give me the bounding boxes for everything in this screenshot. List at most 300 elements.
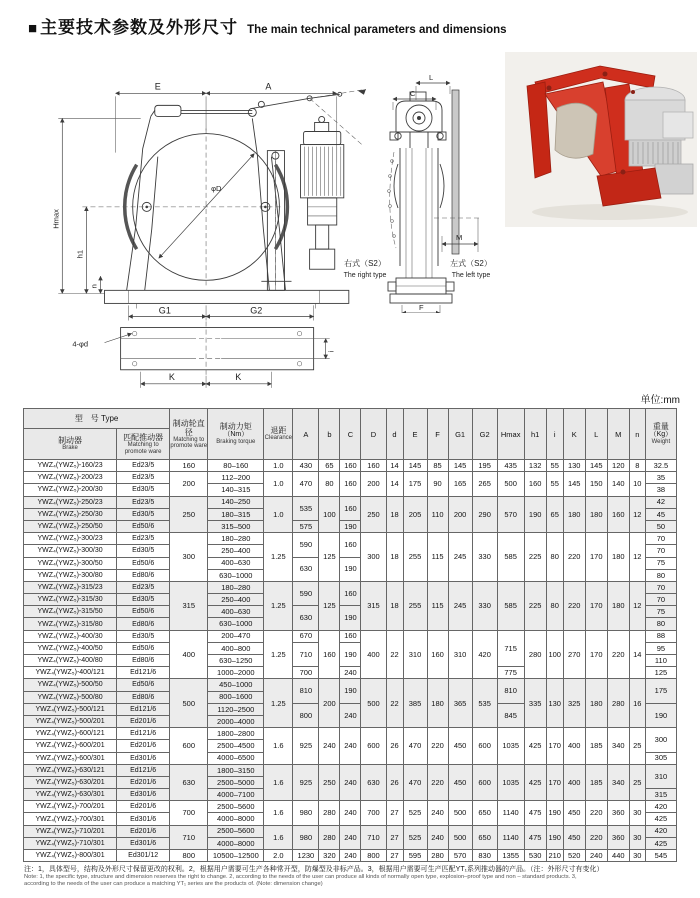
table-cell: 280 xyxy=(607,679,629,728)
table-cell: 400 xyxy=(170,630,208,679)
table-cell: 810 xyxy=(497,679,524,703)
table-cell: 340 xyxy=(607,764,629,801)
table-cell: 255 xyxy=(403,533,427,582)
table-cell: 600 xyxy=(170,728,208,765)
table-cell: 240 xyxy=(340,667,361,679)
table-cell: 220 xyxy=(563,581,585,630)
table-cell: 435 xyxy=(497,460,524,472)
table-cell: 670 xyxy=(293,630,319,642)
table-cell: 180 xyxy=(585,679,607,728)
column-header: C xyxy=(340,409,361,460)
table-cell: 2500–5600 xyxy=(208,825,264,837)
table-cell: 190 xyxy=(524,496,546,533)
table-cell: 170 xyxy=(546,728,563,765)
table-cell: 80 xyxy=(546,533,563,582)
unit-label: 单位:mm xyxy=(640,395,680,406)
table-cell: YWZ₄(YWZ₅)-400/121 xyxy=(24,667,117,679)
table-cell: 205 xyxy=(403,496,427,533)
table-cell: 1.6 xyxy=(264,825,293,849)
table-cell: 650 xyxy=(472,801,497,825)
table-row xyxy=(24,581,677,593)
table-cell: 1120–2500 xyxy=(208,703,264,715)
table-cell: 710 xyxy=(170,825,208,849)
table-cell: 180 xyxy=(427,679,448,728)
table-cell: 65 xyxy=(546,496,563,533)
dim-label-h1: h1 xyxy=(75,249,85,259)
table-cell: Ed23/5 xyxy=(117,533,170,545)
table-cell: Ed201/6 xyxy=(117,740,170,752)
table-cell: 1140 xyxy=(497,825,524,849)
table-cell: Ed23/5 xyxy=(117,581,170,593)
table-cell: Ed80/6 xyxy=(117,691,170,703)
table-cell: 22 xyxy=(386,679,403,728)
table-cell: Ed121/6 xyxy=(117,764,170,776)
table-cell: YWZ₄(YWZ₅)-710/301 xyxy=(24,837,117,849)
table-cell: 830 xyxy=(472,850,497,862)
table-cell: 175 xyxy=(645,679,676,703)
page-title-en: The main technical parameters and dimensions xyxy=(247,24,507,36)
table-cell: 16 xyxy=(629,679,645,728)
table-cell: 240 xyxy=(319,728,340,765)
table-cell: Ed301/6 xyxy=(117,837,170,849)
table-cell: 315 xyxy=(361,581,386,630)
table-cell: 10500–12500 xyxy=(208,850,264,862)
table-cell: 220 xyxy=(427,728,448,765)
table-cell: 450 xyxy=(563,825,585,849)
column-header: E xyxy=(403,409,427,460)
table-cell: 250–400 xyxy=(208,594,264,606)
table-cell: 300 xyxy=(361,533,386,582)
table-cell: 190 xyxy=(340,679,361,703)
column-header: 重量 （Kg） Weight xyxy=(645,409,676,460)
table-cell: 12 xyxy=(629,533,645,582)
notes xyxy=(24,865,680,888)
table-cell: 500 xyxy=(448,801,472,825)
table-cell: 1035 xyxy=(497,728,524,765)
page-title-zh: 主要技术参数及外形尺寸 xyxy=(40,18,239,37)
table-cell: YWZ₄(YWZ₅)-315/50 xyxy=(24,606,117,618)
table-cell: 200–470 xyxy=(208,630,264,642)
table-cell: 170 xyxy=(546,764,563,801)
table-cell: Ed121/6 xyxy=(117,703,170,715)
table-cell: 27 xyxy=(386,850,403,862)
table-cell: YWZ₄(YWZ₅)-700/301 xyxy=(24,813,117,825)
table-cell: 575 xyxy=(293,520,319,532)
table-cell: 980 xyxy=(293,801,319,825)
table-cell: 425 xyxy=(524,728,546,765)
side-view-drawing xyxy=(338,66,503,313)
table-cell: Ed50/6 xyxy=(117,679,170,691)
table-cell: 4000–7100 xyxy=(208,789,264,801)
table-cell: 95 xyxy=(645,642,676,654)
table-cell: 800 xyxy=(361,850,386,862)
table-cell: 420 xyxy=(645,825,676,837)
table-cell: Ed80/6 xyxy=(117,618,170,630)
table-cell: 145 xyxy=(585,460,607,472)
table-cell: 220 xyxy=(563,533,585,582)
table-row xyxy=(24,728,677,740)
column-header: 型 号 Type xyxy=(24,409,170,429)
table-cell: YWZ₄(YWZ₅)-300/23 xyxy=(24,533,117,545)
table-cell: Ed201/6 xyxy=(117,776,170,788)
table-cell: 425 xyxy=(524,764,546,801)
table-cell: 125 xyxy=(645,667,676,679)
column-header: n xyxy=(629,409,645,460)
table-cell: 18 xyxy=(386,581,403,630)
table-cell: 500 xyxy=(448,825,472,849)
table-row xyxy=(24,764,677,776)
dim-label-l: L xyxy=(429,73,434,82)
table-cell: 245 xyxy=(448,533,472,582)
table-cell: YWZ₄(YWZ₅)-315/80 xyxy=(24,618,117,630)
table-cell: 1800–2800 xyxy=(208,728,264,740)
table-cell: 630–1250 xyxy=(208,655,264,667)
table-cell: 180–315 xyxy=(208,508,264,520)
table-cell: 600 xyxy=(472,764,497,801)
table-cell: 2000–4000 xyxy=(208,715,264,727)
table-cell: Ed121/6 xyxy=(117,667,170,679)
table-cell: 145 xyxy=(448,460,472,472)
front-view-drawing xyxy=(8,56,385,393)
table-cell: 120 xyxy=(607,460,629,472)
table-cell: 500 xyxy=(497,472,524,496)
table-cell: 310 xyxy=(645,764,676,788)
table-cell: 22 xyxy=(386,630,403,679)
table-cell: 250 xyxy=(170,496,208,533)
table-cell: 115 xyxy=(427,581,448,630)
table-cell: 180 xyxy=(607,533,629,582)
column-header: M xyxy=(607,409,629,460)
table-cell: 700 xyxy=(170,801,208,825)
table-cell: 170 xyxy=(585,581,607,630)
table-cell: 160 xyxy=(319,630,340,679)
table-cell: 8 xyxy=(629,460,645,472)
table-cell: 140 xyxy=(607,472,629,496)
table-cell: 280 xyxy=(427,850,448,862)
table-cell: 475 xyxy=(524,801,546,825)
table-cell: 590 xyxy=(293,581,319,605)
table-cell: YWZ₄(YWZ₅)-400/30 xyxy=(24,630,117,642)
table-cell: 160 xyxy=(361,460,386,472)
table-cell: YWZ₄(YWZ₅)-600/121 xyxy=(24,728,117,740)
table-cell: 400–630 xyxy=(208,606,264,618)
table-cell: 190 xyxy=(340,557,361,581)
dim-label-i: i xyxy=(326,350,336,353)
table-cell: 1355 xyxy=(497,850,524,862)
table-cell: 225 xyxy=(524,533,546,582)
table-cell: 335 xyxy=(524,679,546,728)
table-cell: 27 xyxy=(386,825,403,849)
table-cell: 140–315 xyxy=(208,484,264,496)
table-cell: YWZ₄(YWZ₅)-315/23 xyxy=(24,581,117,593)
table-cell: 1.0 xyxy=(264,460,293,472)
table-cell: 400 xyxy=(563,764,585,801)
table-cell: 170 xyxy=(585,630,607,679)
table-cell: Ed30/5 xyxy=(117,594,170,606)
table-cell: 140–250 xyxy=(208,496,264,508)
column-header: 制动轮直径 Matching to promote ware xyxy=(170,409,208,460)
table-cell: 132 xyxy=(524,460,546,472)
table-cell: 70 xyxy=(645,533,676,545)
table-cell: 75 xyxy=(645,557,676,569)
table-cell: 340 xyxy=(607,728,629,765)
table-cell: YWZ₄(YWZ₅)-400/50 xyxy=(24,642,117,654)
table-cell: 185 xyxy=(585,728,607,765)
right-type-caption-en: The right type xyxy=(343,272,387,279)
dim-label-k2: K xyxy=(235,371,242,382)
table-cell: 305 xyxy=(645,752,676,764)
table-cell: 1.6 xyxy=(264,764,293,801)
table-cell: 595 xyxy=(403,850,427,862)
table-cell: 55 xyxy=(546,460,563,472)
note-en-line2: according to the needs of the user can produce a matching YT₁ series are the products of. (Note: dimension change) xyxy=(24,881,323,887)
table-cell: 385 xyxy=(403,679,427,728)
table-cell: Ed301/12 xyxy=(117,850,170,862)
product-photo xyxy=(505,52,697,227)
column-header: G1 xyxy=(448,409,472,460)
table-cell: Ed50/6 xyxy=(117,642,170,654)
table-cell: 240 xyxy=(340,728,361,765)
table-cell: YWZ₄(YWZ₅)-800/301 xyxy=(24,850,117,862)
table-cell: 160 xyxy=(170,460,208,472)
table-cell: 55 xyxy=(546,472,563,496)
table-cell: 365 xyxy=(448,679,472,728)
column-header: K xyxy=(563,409,585,460)
table-cell: 400–800 xyxy=(208,642,264,654)
table-cell: 450 xyxy=(563,801,585,825)
table-cell: 180–280 xyxy=(208,581,264,593)
table-cell: 12 xyxy=(629,581,645,630)
table-cell: 535 xyxy=(472,679,497,728)
table-cell: 320 xyxy=(319,850,340,862)
table-cell: 400 xyxy=(361,630,386,679)
table-cell: 800 xyxy=(293,703,319,727)
table-cell: 315 xyxy=(170,581,208,630)
table-cell: 530 xyxy=(524,850,546,862)
page-title xyxy=(28,13,507,38)
table-cell: 330 xyxy=(472,533,497,582)
table-cell: 810 xyxy=(293,679,319,703)
table-cell: YWZ₄(YWZ₅)-630/301 xyxy=(24,789,117,801)
table-cell: YWZ₄(YWZ₅)-710/201 xyxy=(24,825,117,837)
table-cell: 255 xyxy=(403,581,427,630)
table-cell: 70 xyxy=(645,594,676,606)
table-cell: 420 xyxy=(645,801,676,813)
table-cell: 130 xyxy=(546,679,563,728)
table-cell: 220 xyxy=(427,764,448,801)
table-cell: 190 xyxy=(340,520,361,532)
table-cell: 30 xyxy=(629,850,645,862)
table-cell: 200 xyxy=(170,472,208,496)
table-cell: YWZ₄(YWZ₅)-300/80 xyxy=(24,569,117,581)
table-cell: 130 xyxy=(563,460,585,472)
table-cell: Ed301/6 xyxy=(117,789,170,801)
table-cell: Ed23/5 xyxy=(117,496,170,508)
table-cell: 12 xyxy=(629,496,645,533)
table-cell: 115 xyxy=(427,533,448,582)
table-cell: 65 xyxy=(319,460,340,472)
left-type-caption-zh: 左式（S2） xyxy=(450,259,492,268)
table-cell: 4000–8000 xyxy=(208,813,264,825)
table-cell: YWZ₄(YWZ₅)-200/23 xyxy=(24,472,117,484)
table-cell: YWZ₄(YWZ₅)-200/30 xyxy=(24,484,117,496)
table-cell: Ed80/6 xyxy=(117,569,170,581)
table-cell: Ed201/6 xyxy=(117,715,170,727)
table-cell: 475 xyxy=(524,825,546,849)
table-cell: 165 xyxy=(448,472,472,496)
column-header: 匹配推动器 Matching to promote ware xyxy=(117,429,170,460)
table-cell: 1.25 xyxy=(264,630,293,679)
table-cell: 1.6 xyxy=(264,801,293,825)
table-cell: YWZ₄(YWZ₅)-250/23 xyxy=(24,496,117,508)
table-cell: 450 xyxy=(448,728,472,765)
table-cell: 200 xyxy=(319,679,340,728)
column-header: i xyxy=(546,409,563,460)
table-cell: 190 xyxy=(546,801,563,825)
table-cell: Ed121/6 xyxy=(117,728,170,740)
column-header: D xyxy=(361,409,386,460)
table-cell: 600 xyxy=(472,728,497,765)
dim-label-hmax: Hmax xyxy=(51,209,61,229)
table-cell: YWZ₄(YWZ₅)-500/121 xyxy=(24,703,117,715)
table-cell: Ed301/6 xyxy=(117,752,170,764)
table-cell: 190 xyxy=(340,642,361,666)
table-cell: 27 xyxy=(386,801,403,825)
table-cell: 90 xyxy=(427,472,448,496)
table-cell: 220 xyxy=(607,630,629,679)
table-cell: 270 xyxy=(563,630,585,679)
table-cell: YWZ₄(YWZ₅)-300/50 xyxy=(24,557,117,569)
table-cell: 630–1000 xyxy=(208,569,264,581)
table-cell: 1.0 xyxy=(264,496,293,533)
table-cell: 160 xyxy=(427,630,448,679)
table-cell: 700 xyxy=(361,801,386,825)
table-cell: 30 xyxy=(629,825,645,849)
table-cell: 125 xyxy=(319,581,340,630)
table-cell: Ed50/6 xyxy=(117,520,170,532)
table-cell: 88 xyxy=(645,630,676,642)
table-cell: YWZ₄(YWZ₅)-630/201 xyxy=(24,776,117,788)
table-cell: 225 xyxy=(524,581,546,630)
table-cell: 80 xyxy=(546,581,563,630)
table-cell: 450–1000 xyxy=(208,679,264,691)
column-header: L xyxy=(585,409,607,460)
table-cell: 520 xyxy=(563,850,585,862)
table-cell: 1000–2000 xyxy=(208,667,264,679)
table-cell: 710 xyxy=(293,642,319,666)
table-cell: 185 xyxy=(585,764,607,801)
table-cell: 710 xyxy=(361,825,386,849)
dim-label-e: E xyxy=(154,81,161,92)
table-row xyxy=(24,533,677,545)
table-cell: 1230 xyxy=(293,850,319,862)
table-cell: 220 xyxy=(585,801,607,825)
table-cell: YWZ₄(YWZ₅)-600/301 xyxy=(24,752,117,764)
table-cell: 26 xyxy=(386,728,403,765)
table-cell: 250 xyxy=(319,764,340,801)
table-cell: YWZ₄(YWZ₅)-400/80 xyxy=(24,655,117,667)
table-cell: 775 xyxy=(497,667,524,679)
table-cell: YWZ₄(YWZ₅)-700/201 xyxy=(24,801,117,813)
table-cell: Ed30/5 xyxy=(117,484,170,496)
note-en-line1: Note: 1, the specific type, structure and dimension reserves the right to change. 2, according to the needs of the user can produce all kinds of normally open type, explosion–proof type and non – standard products. 3, xyxy=(24,874,577,880)
table-cell: 38 xyxy=(645,484,676,496)
table-cell: 630 xyxy=(170,764,208,801)
table-cell: 650 xyxy=(472,825,497,849)
table-cell: 310 xyxy=(403,630,427,679)
table-cell: 160 xyxy=(524,472,546,496)
table-cell: 210 xyxy=(546,850,563,862)
table-cell: 600 xyxy=(361,728,386,765)
table-cell: 545 xyxy=(645,850,676,862)
table-cell: 145 xyxy=(563,472,585,496)
table-cell: YWZ₄(YWZ₅)-300/30 xyxy=(24,545,117,557)
table-cell: 160 xyxy=(340,533,361,557)
table-cell: 2.0 xyxy=(264,850,293,862)
table-cell: 590 xyxy=(293,533,319,557)
table-cell: 4000–8000 xyxy=(208,837,264,849)
table-cell: 35 xyxy=(645,472,676,484)
column-header: 制动器 Brake xyxy=(24,429,117,460)
table-cell: 250 xyxy=(361,496,386,533)
table-cell: 26 xyxy=(386,764,403,801)
table-cell: 360 xyxy=(607,801,629,825)
table-cell: 420 xyxy=(472,630,497,679)
table-cell: 845 xyxy=(497,703,524,727)
table-cell: 200 xyxy=(361,472,386,496)
table-cell: 470 xyxy=(293,472,319,496)
table-cell: 200 xyxy=(448,496,472,533)
table-cell: YWZ₄(YWZ₅)-500/201 xyxy=(24,715,117,727)
table-cell: 980 xyxy=(293,825,319,849)
table-cell: 925 xyxy=(293,728,319,765)
table-cell: 240 xyxy=(427,801,448,825)
title-bullet-icon: ■ xyxy=(28,20,38,37)
table-cell: 525 xyxy=(403,825,427,849)
table-cell: 630 xyxy=(361,764,386,801)
table-cell: 180 xyxy=(563,496,585,533)
column-header: G2 xyxy=(472,409,497,460)
table-cell: Ed30/5 xyxy=(117,508,170,520)
table-cell: 470 xyxy=(403,764,427,801)
table-cell: 14 xyxy=(386,472,403,496)
table-cell: 110 xyxy=(645,655,676,667)
table-cell: 700 xyxy=(293,667,319,679)
left-type-caption-en: The left type xyxy=(451,272,491,279)
table-cell: 80 xyxy=(319,472,340,496)
table-cell: YWZ₄(YWZ₅)-500/80 xyxy=(24,691,117,703)
table-cell: 360 xyxy=(607,825,629,849)
table-cell: 190 xyxy=(645,703,676,727)
table-cell: 100 xyxy=(319,496,340,533)
table-cell: 110 xyxy=(427,496,448,533)
table-cell: 240 xyxy=(340,703,361,727)
table-cell: 290 xyxy=(472,496,497,533)
table-cell: 1140 xyxy=(497,801,524,825)
table-cell: 190 xyxy=(546,825,563,849)
table-cell: 570 xyxy=(497,496,524,533)
column-header: b xyxy=(319,409,340,460)
table-cell: 315 xyxy=(645,789,676,801)
table-cell: 240 xyxy=(340,850,361,862)
table-cell: 245 xyxy=(448,581,472,630)
table-cell: Ed80/6 xyxy=(117,655,170,667)
table-cell: 450 xyxy=(448,764,472,801)
table-cell: 240 xyxy=(340,764,361,801)
table-cell: 800 xyxy=(170,850,208,862)
dim-label-bolt-holes: 4-φd xyxy=(72,339,89,349)
table-cell: 175 xyxy=(403,472,427,496)
